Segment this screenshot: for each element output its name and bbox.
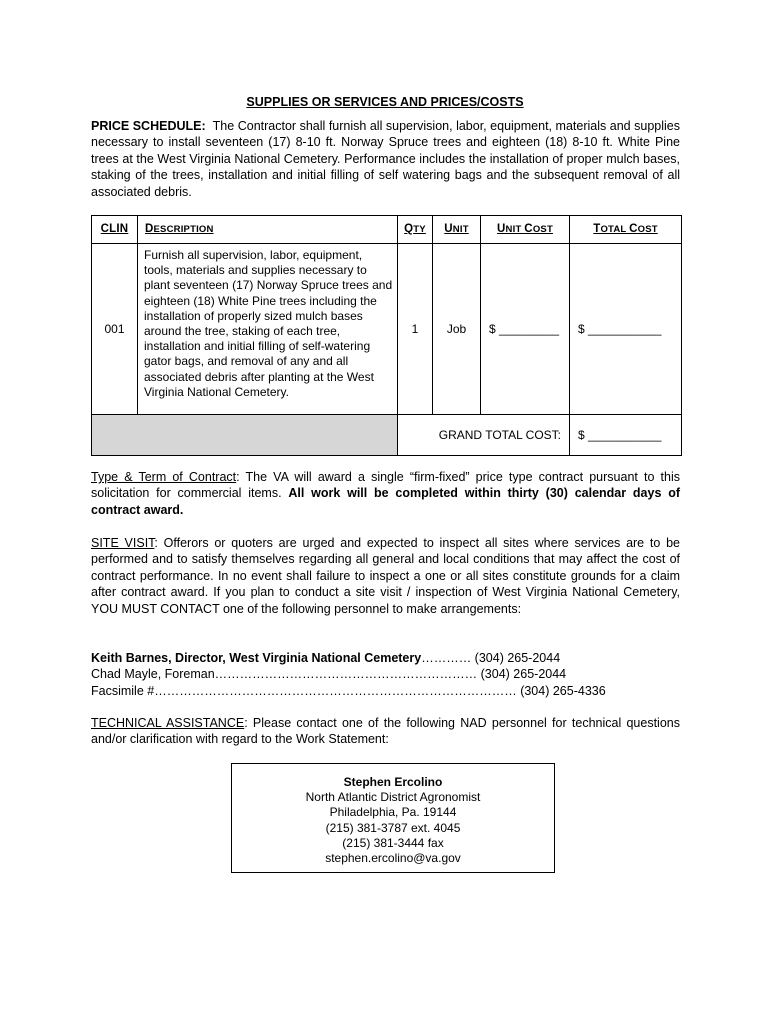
header-qty: QTY bbox=[398, 216, 433, 244]
site-visit-paragraph bbox=[91, 535, 680, 617]
grand-total-value[interactable]: $ ___________ bbox=[570, 415, 682, 456]
cell-unit: Job bbox=[433, 244, 481, 415]
contact-line-fax: Facsimile #…………………………………………………………………………… (304) 265-4336 bbox=[91, 683, 606, 698]
contact-title: North Atlantic District Agronomist bbox=[305, 790, 481, 805]
type-term-bold-text: All work will be completed within thirty (30) calendar days of contract award. bbox=[91, 486, 681, 517]
price-schedule-label: PRICE SCHEDULE: bbox=[91, 119, 206, 133]
cell-unit-cost[interactable]: $ _________ bbox=[481, 244, 570, 415]
contacts-list bbox=[91, 650, 680, 699]
technical-label: TECHNICAL ASSISTANCE bbox=[91, 716, 245, 730]
header-unit: UNIT bbox=[433, 216, 481, 244]
cell-qty: 1 bbox=[398, 244, 433, 415]
cell-description: Furnish all supervision, labor, equipment, tools, materials and supplies necessary to plant seventeen (17) Norway Spruce trees and eighteen (18) White Pine trees including the installation of properly sized mulch bases around the tree, staking of each tree, installation and initial filling of self-watering gator bags, and removal of any and all associated debris after planting at the West Virginia National Cemetery. bbox=[138, 244, 398, 415]
type-term-paragraph bbox=[91, 469, 680, 518]
site-visit-text: : Offerors or quoters are urged and expected to inspect all sites where services are to be performed and to satisfy themselves regarding all general and local conditions that may affect the cost of contract performance. In no event shall failure to inspect a one or all sites constitute grounds for a claim after contract award. If you plan to conduct a site visit / inspection of West Virginia National Cemetery, YOU MUST CONTACT one of the following personnel to make arrangements: bbox=[91, 536, 680, 616]
price-schedule-text: The Contractor shall furnish all supervision, labor, equipment, materials and supplies necessary to install seventeen (17) 8-10 ft. Norway Spruce trees and eighteen (18) 8-10 ft. White Pine trees at the West Virginia National Cemetery. Performance includes the installation of proper mulch bases, staking of the trees, installation and initial filling of self watering bags and the subsequent removal of all associated debris. bbox=[91, 119, 680, 199]
header-clin: CLIN bbox=[92, 216, 138, 244]
grand-total-row bbox=[92, 415, 682, 456]
header-description: DESCRIPTION bbox=[138, 216, 398, 244]
cell-clin: 001 bbox=[92, 244, 138, 415]
shaded-cell bbox=[92, 415, 398, 456]
price-table bbox=[91, 215, 682, 456]
grand-total-label: GRAND TOTAL COST: bbox=[398, 415, 570, 456]
technical-paragraph bbox=[91, 715, 680, 748]
price-schedule-paragraph bbox=[91, 118, 680, 200]
contact-name: Stephen Ercolino bbox=[343, 775, 443, 789]
page-title: SUPPLIES OR SERVICES AND PRICES/COSTS bbox=[246, 95, 524, 109]
cell-total-cost[interactable]: $ ___________ bbox=[570, 244, 682, 415]
type-term-label: Type & Term of Contract bbox=[91, 470, 237, 484]
contact-box bbox=[231, 763, 555, 873]
header-unit-cost: UNIT COST bbox=[481, 216, 570, 244]
table-row bbox=[92, 244, 682, 415]
contact-line-foreman: Chad Mayle, Foreman……………………………………………………… (304) 265-2044 bbox=[91, 667, 567, 682]
site-visit-label: SITE VISIT bbox=[91, 536, 155, 550]
contact-city: Philadelphia, Pa. 19144 bbox=[329, 805, 457, 820]
table-header-row bbox=[92, 216, 682, 244]
header-total-cost: TOTAL COST bbox=[570, 216, 682, 244]
type-term-text: : The VA will award a single “firm-fixed” price type contract pursuant to this solicitation for commercial items. bbox=[91, 470, 680, 501]
contact-line-director: Keith Barnes, Director, West Virginia National Cemetery………… (304) 265-2044 bbox=[91, 651, 561, 665]
technical-text: : Please contact one of the following NAD personnel for technical questions and/or clarification with regard to the Work Statement: bbox=[91, 716, 680, 747]
contact-fax: (215) 381-3444 fax bbox=[342, 835, 444, 850]
contact-email[interactable]: stephen.ercolino@va.gov bbox=[325, 851, 461, 866]
contact-phone: (215) 381-3787 ext. 4045 bbox=[325, 820, 461, 835]
